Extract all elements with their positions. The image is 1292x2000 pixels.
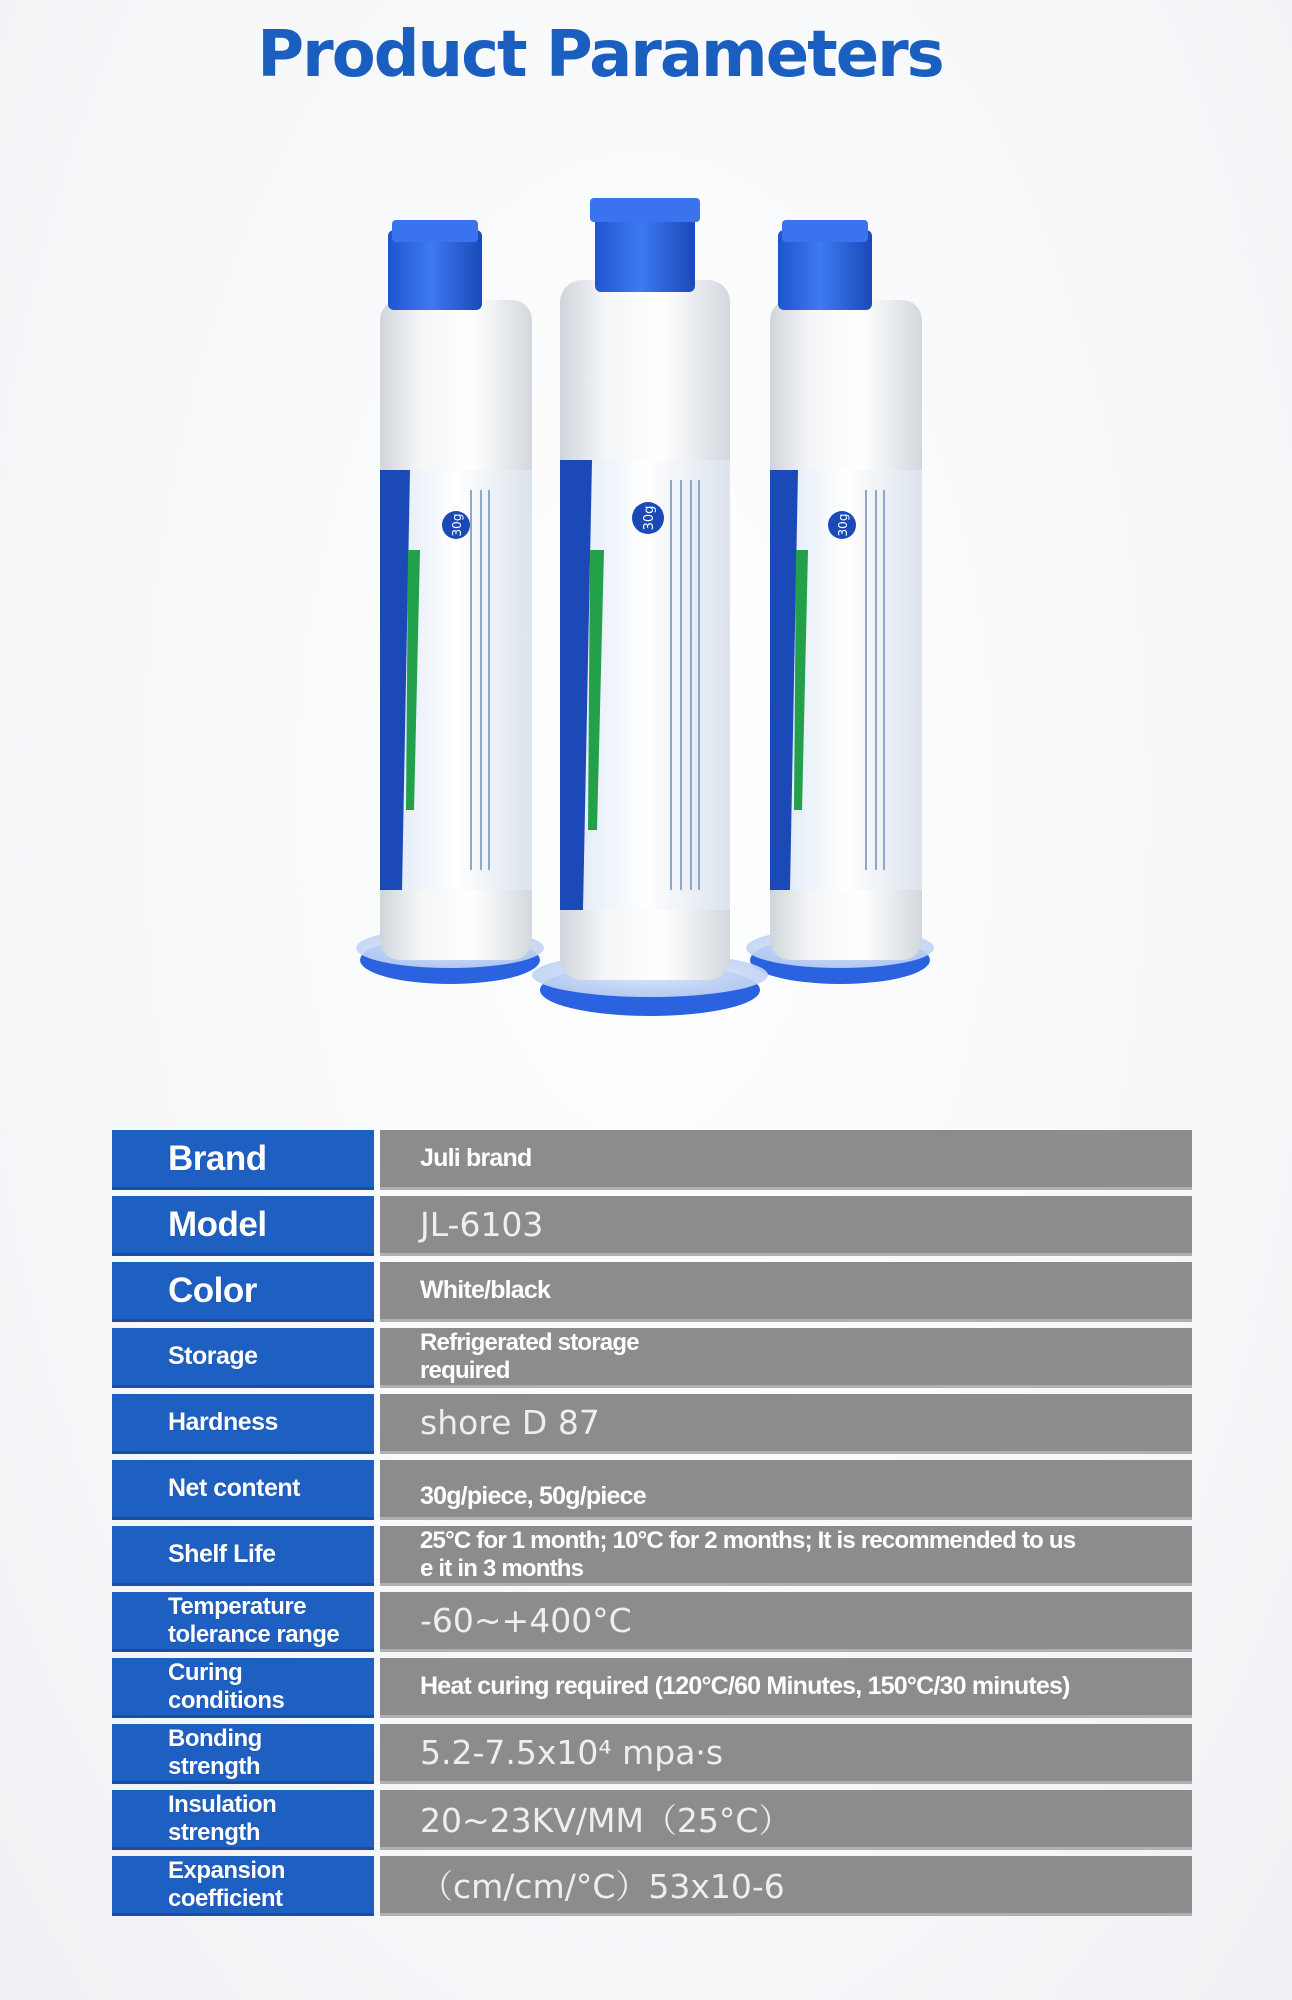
param-label: Model	[112, 1196, 374, 1256]
param-label: Brand	[112, 1130, 374, 1190]
param-label: Expansion coefficient	[112, 1856, 374, 1916]
syringe-center	[532, 198, 768, 1016]
param-label: Temperature tolerance range	[112, 1592, 374, 1652]
svg-text:30g: 30g	[450, 513, 464, 537]
param-row-net-content	[112, 1460, 1192, 1520]
param-value: Heat curing required (120°C/60 Minutes, 150°C/30 minutes)	[380, 1658, 1192, 1718]
param-row-shelf-life	[112, 1526, 1192, 1586]
param-value: 5.2-7.5x10⁴ mpa·s	[380, 1724, 1192, 1784]
param-row-brand	[112, 1130, 1192, 1190]
param-label: Storage	[112, 1328, 374, 1388]
param-label: Hardness	[112, 1394, 374, 1454]
param-label: Net content	[112, 1460, 374, 1520]
param-row-curing	[112, 1658, 1192, 1718]
param-value: 25°C for 1 month; 10°C for 2 months; It is recommended to us e it in 3 months	[380, 1526, 1192, 1586]
param-row-insulation	[112, 1790, 1192, 1850]
param-row-expansion	[112, 1856, 1192, 1916]
param-value: Juli brand	[380, 1130, 1192, 1190]
param-value: 20~23KV/MM（25°C）	[380, 1790, 1192, 1850]
svg-text:30g: 30g	[836, 513, 850, 537]
svg-text:30g: 30g	[642, 505, 657, 531]
product-image	[320, 190, 980, 1040]
param-label: Bonding strength	[112, 1724, 374, 1784]
param-row-color	[112, 1262, 1192, 1322]
param-label: Color	[112, 1262, 374, 1322]
param-row-model	[112, 1196, 1192, 1256]
page-title: Product Parameters	[257, 18, 943, 92]
param-row-hardness	[112, 1394, 1192, 1454]
param-row-storage	[112, 1328, 1192, 1388]
parameters-table	[112, 1130, 1192, 1922]
param-value: shore D 87	[380, 1394, 1192, 1454]
syringe-right	[746, 220, 934, 984]
param-value: -60~+400°C	[380, 1592, 1192, 1652]
param-label: Shelf Life	[112, 1526, 374, 1586]
param-row-temperature	[112, 1592, 1192, 1652]
param-value: 30g/piece, 50g/piece	[380, 1460, 1192, 1520]
param-value: JL-6103	[380, 1196, 1192, 1256]
param-value: （cm/cm/°C）53x10-6	[380, 1856, 1192, 1916]
param-label: Insulation strength	[112, 1790, 374, 1850]
syringe-left	[356, 220, 544, 984]
param-value: Refrigerated storage required	[380, 1328, 1192, 1388]
param-row-bonding	[112, 1724, 1192, 1784]
param-label: Curing conditions	[112, 1658, 374, 1718]
param-value: White/black	[380, 1262, 1192, 1322]
